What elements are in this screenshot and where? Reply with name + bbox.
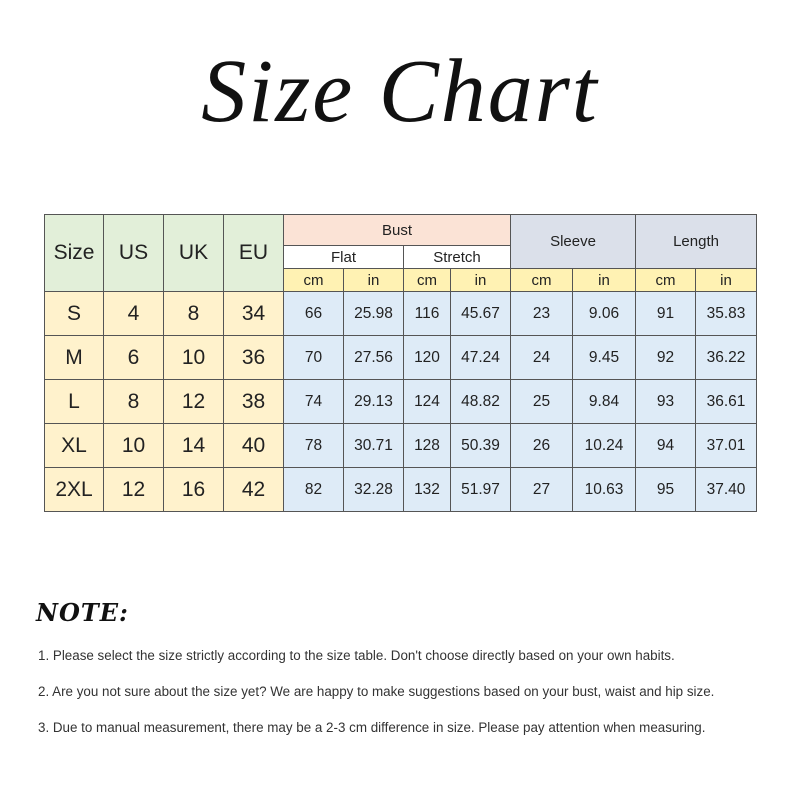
cell-us: 12 <box>104 468 164 512</box>
cell-sleeve-in: 9.45 <box>573 336 636 380</box>
cell-stretch-cm: 116 <box>404 292 451 336</box>
cell-uk: 14 <box>164 424 224 468</box>
cell-size: XL <box>45 424 104 468</box>
cell-us: 6 <box>104 336 164 380</box>
cell-eu: 38 <box>224 380 284 424</box>
table-row <box>45 380 757 424</box>
cell-stretch-in: 48.82 <box>451 380 511 424</box>
unit-stretch-in: in <box>451 269 511 292</box>
header-stretch: Stretch <box>404 246 511 269</box>
note-line-3: 3. Due to manual measurement, there may be a 2-3 cm difference in size. Please pay attention when measuring. <box>38 720 706 735</box>
table-row <box>45 468 757 512</box>
cell-sleeve-in: 9.06 <box>573 292 636 336</box>
header-length: Length <box>636 215 757 269</box>
cell-length-in: 35.83 <box>696 292 757 336</box>
cell-stretch-in: 51.97 <box>451 468 511 512</box>
cell-flat-in: 32.28 <box>344 468 404 512</box>
cell-sleeve-in: 9.84 <box>573 380 636 424</box>
note-line-1: 1. Please select the size strictly according to the size table. Don't choose directly based on your own habits. <box>38 648 675 663</box>
page-title: Size Chart <box>201 42 599 141</box>
cell-flat-cm: 74 <box>284 380 344 424</box>
cell-length-cm: 94 <box>636 424 696 468</box>
header-eu: EU <box>224 215 284 292</box>
note-line-2: 2. Are you not sure about the size yet? We are happy to make suggestions based on your bust, waist and hip size. <box>38 684 715 699</box>
unit-sleeve-in: in <box>573 269 636 292</box>
table-row <box>45 424 757 468</box>
cell-sleeve-cm: 26 <box>511 424 573 468</box>
unit-length-in: in <box>696 269 757 292</box>
cell-flat-cm: 66 <box>284 292 344 336</box>
unit-flat-in: in <box>344 269 404 292</box>
unit-flat-cm: cm <box>284 269 344 292</box>
cell-stretch-cm: 132 <box>404 468 451 512</box>
unit-stretch-cm: cm <box>404 269 451 292</box>
cell-uk: 8 <box>164 292 224 336</box>
cell-us: 8 <box>104 380 164 424</box>
cell-flat-in: 30.71 <box>344 424 404 468</box>
header-sleeve: Sleeve <box>511 215 636 269</box>
cell-length-cm: 91 <box>636 292 696 336</box>
cell-flat-in: 29.13 <box>344 380 404 424</box>
unit-sleeve-cm: cm <box>511 269 573 292</box>
cell-size: 2XL <box>45 468 104 512</box>
cell-size: S <box>45 292 104 336</box>
cell-length-in: 37.40 <box>696 468 757 512</box>
cell-flat-cm: 82 <box>284 468 344 512</box>
cell-sleeve-cm: 24 <box>511 336 573 380</box>
unit-length-cm: cm <box>636 269 696 292</box>
table-row <box>45 336 757 380</box>
cell-sleeve-cm: 23 <box>511 292 573 336</box>
cell-length-in: 36.22 <box>696 336 757 380</box>
cell-uk: 16 <box>164 468 224 512</box>
cell-length-cm: 93 <box>636 380 696 424</box>
cell-stretch-in: 45.67 <box>451 292 511 336</box>
cell-us: 4 <box>104 292 164 336</box>
cell-length-cm: 95 <box>636 468 696 512</box>
cell-us: 10 <box>104 424 164 468</box>
cell-eu: 36 <box>224 336 284 380</box>
header-uk: UK <box>164 215 224 292</box>
cell-stretch-cm: 128 <box>404 424 451 468</box>
cell-stretch-in: 47.24 <box>451 336 511 380</box>
cell-eu: 42 <box>224 468 284 512</box>
cell-length-cm: 92 <box>636 336 696 380</box>
cell-length-in: 37.01 <box>696 424 757 468</box>
cell-sleeve-cm: 27 <box>511 468 573 512</box>
note-title: NOTE: <box>36 598 129 627</box>
cell-size: M <box>45 336 104 380</box>
cell-sleeve-in: 10.24 <box>573 424 636 468</box>
cell-uk: 12 <box>164 380 224 424</box>
cell-flat-cm: 78 <box>284 424 344 468</box>
cell-flat-in: 25.98 <box>344 292 404 336</box>
cell-stretch-cm: 120 <box>404 336 451 380</box>
cell-sleeve-cm: 25 <box>511 380 573 424</box>
header-us: US <box>104 215 164 292</box>
cell-size: L <box>45 380 104 424</box>
size-table <box>44 214 757 512</box>
cell-uk: 10 <box>164 336 224 380</box>
cell-eu: 34 <box>224 292 284 336</box>
table-row <box>45 292 757 336</box>
cell-length-in: 36.61 <box>696 380 757 424</box>
cell-stretch-cm: 124 <box>404 380 451 424</box>
cell-flat-in: 27.56 <box>344 336 404 380</box>
header-flat: Flat <box>284 246 404 269</box>
cell-sleeve-in: 10.63 <box>573 468 636 512</box>
header-size: Size <box>45 215 104 292</box>
cell-stretch-in: 50.39 <box>451 424 511 468</box>
cell-flat-cm: 70 <box>284 336 344 380</box>
cell-eu: 40 <box>224 424 284 468</box>
header-bust: Bust <box>284 215 511 246</box>
